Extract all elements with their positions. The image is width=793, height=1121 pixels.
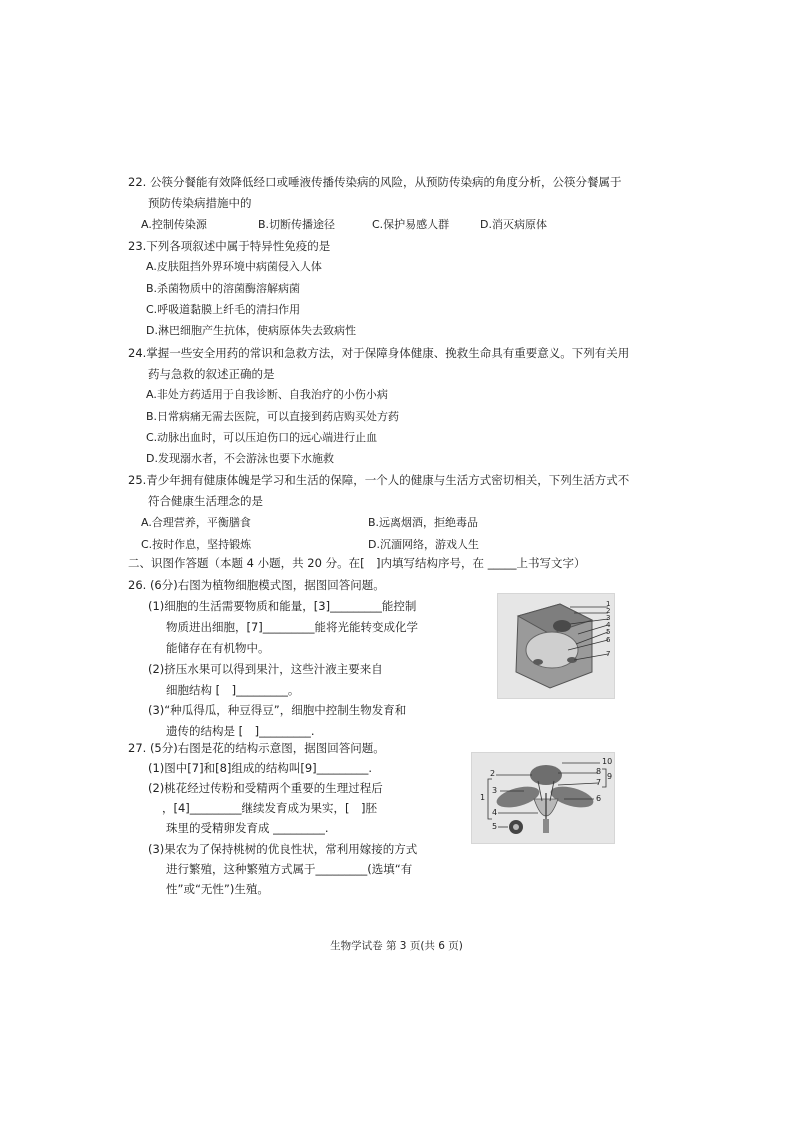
q26-part3-line2: 遗传的结构是 [ ]_________. — [166, 724, 315, 738]
q24-stem: 24.掌握一些安全用药的常识和急救方法，对于保障身体健康、挽救生命具有重要意义。下列有关用 — [128, 346, 630, 360]
flower-label-8: 8 — [596, 767, 602, 776]
cell-label-2: 2 — [606, 607, 611, 615]
q26-part3-line1: (3)“种瓜得瓜，种豆得豆”，细胞中控制生物发育和 — [148, 703, 407, 717]
q26-part1-line3: 能储存在有机物中。 — [166, 641, 270, 655]
cell-label-5: 5 — [606, 628, 611, 636]
q24-option-d: D.发现溺水者，不会游泳也要下水施救 — [146, 452, 334, 465]
q22-option-b: B.切断传播途径 — [258, 218, 336, 231]
q23-option-c: C.呼吸道黏膜上纤毛的清扫作用 — [146, 303, 301, 316]
q22-option-a: A.控制传染源 — [141, 218, 207, 231]
cell-label-7: 7 — [606, 650, 611, 658]
flower-label-7: 7 — [596, 778, 602, 787]
page-footer: 生物学试卷 第 3 页(共 6 页) — [330, 940, 463, 952]
q22-option-c: C.保护易感人群 — [372, 218, 450, 231]
q27-part3-line3: 性”或“无性”)生殖。 — [166, 882, 269, 896]
q27-part2-line3: 珠里的受精卵发育成 _________. — [166, 821, 329, 835]
cell-label-1: 1 — [606, 600, 611, 608]
cell-label-4: 4 — [606, 621, 611, 629]
q23-option-b: B.杀菌物质中的溶菌酶溶解病菌 — [146, 282, 301, 295]
q26-part2-line1: (2)挤压水果可以得到果汁，这些汁液主要来自 — [148, 662, 383, 676]
q22-stem-cont: 预防传染病措施中的 — [148, 196, 252, 210]
q24-option-c: C.动脉出血时，可以压迫伤口的远心端进行止血 — [146, 431, 378, 444]
q24-option-b: B.日常病痛无需去医院，可以直接到药店购买处方药 — [146, 410, 400, 423]
q22-stem: 22. 公筷分餐能有效降低经口或唾液传播传染病的风险，从预防传染病的角度分析，公筷分餐属于 — [128, 175, 622, 189]
q26-part2-line2: 细胞结构 [ ]_________。 — [166, 683, 300, 697]
q25-option-c: C.按时作息，坚持锻炼 — [141, 538, 252, 551]
cell-label-6: 6 — [606, 636, 611, 644]
q25-option-a: A.合理营养，平衡膳食 — [141, 516, 251, 529]
q27-part1: (1)图中[7]和[8]组成的结构叫[9]_________. — [148, 761, 373, 775]
q27-part3-line2: 进行繁殖，这种繁殖方式属于_________(选填“有 — [166, 862, 413, 876]
q23-stem: 23.下列各项叙述中属于特异性免疫的是 — [128, 239, 331, 253]
q23-option-d: D.淋巴细胞产生抗体，使病原体失去致病性 — [146, 324, 356, 337]
q24-option-a: A.非处方药适用于自我诊断、自我治疗的小伤小病 — [146, 388, 388, 401]
flower-label-5: 5 — [492, 822, 498, 831]
flower-label-9: 9 — [607, 772, 613, 781]
q25-option-d: D.沉湎网络，游戏人生 — [368, 538, 479, 551]
cell-label-3: 3 — [606, 614, 611, 622]
flower-label-2: 2 — [490, 769, 496, 778]
q25-stem: 25.青少年拥有健康体魄是学习和生活的保障，一个人的健康与生活方式密切相关，下列生活方式不 — [128, 473, 630, 487]
flower-label-1: 1 — [480, 793, 486, 802]
plant-cell-figure — [497, 593, 615, 699]
q25-option-b: B.远离烟酒，拒绝毒品 — [368, 516, 479, 529]
flower-label-4: 4 — [492, 808, 498, 817]
section-heading: 二、识图作答题（本题 4 小题，共 20 分。在[ ]内填写结构序号，在 _____上书写文字） — [128, 556, 586, 570]
plant-cell-diagram — [498, 594, 614, 698]
q25-stem-cont: 符合健康生活理念的是 — [148, 494, 263, 508]
q27-part2-line2: ，[4]_________继续发育成为果实，[ ]胚 — [162, 801, 378, 815]
q27-part3-line1: (3)果农为了保持桃树的优良性状，常利用嫁接的方式 — [148, 842, 418, 856]
flower-label-3: 3 — [492, 786, 498, 795]
q24-stem-cont: 药与急救的叙述正确的是 — [148, 367, 275, 381]
q26-part1-line1: (1)细胞的生活需要物质和能量，[3]_________能控制 — [148, 599, 417, 613]
q27-stem: 27. (5分)右图是花的结构示意图，据图回答问题。 — [128, 741, 385, 755]
flower-label-6: 6 — [596, 794, 602, 803]
flower-figure — [471, 752, 615, 844]
q22-option-d: D.消灭病原体 — [480, 218, 547, 231]
q27-part2-line1: (2)桃花经过传粉和受精两个重要的生理过程后 — [148, 781, 383, 795]
q26-stem: 26. (6分)右图为植物细胞模式图，据图回答问题。 — [128, 578, 385, 592]
flower-label-10: 10 — [602, 757, 613, 766]
q23-option-a: A.皮肤阻挡外界环境中病菌侵入人体 — [146, 260, 322, 273]
q26-part1-line2: 物质进出细胞，[7]_________能将光能转变成化学 — [166, 620, 419, 634]
